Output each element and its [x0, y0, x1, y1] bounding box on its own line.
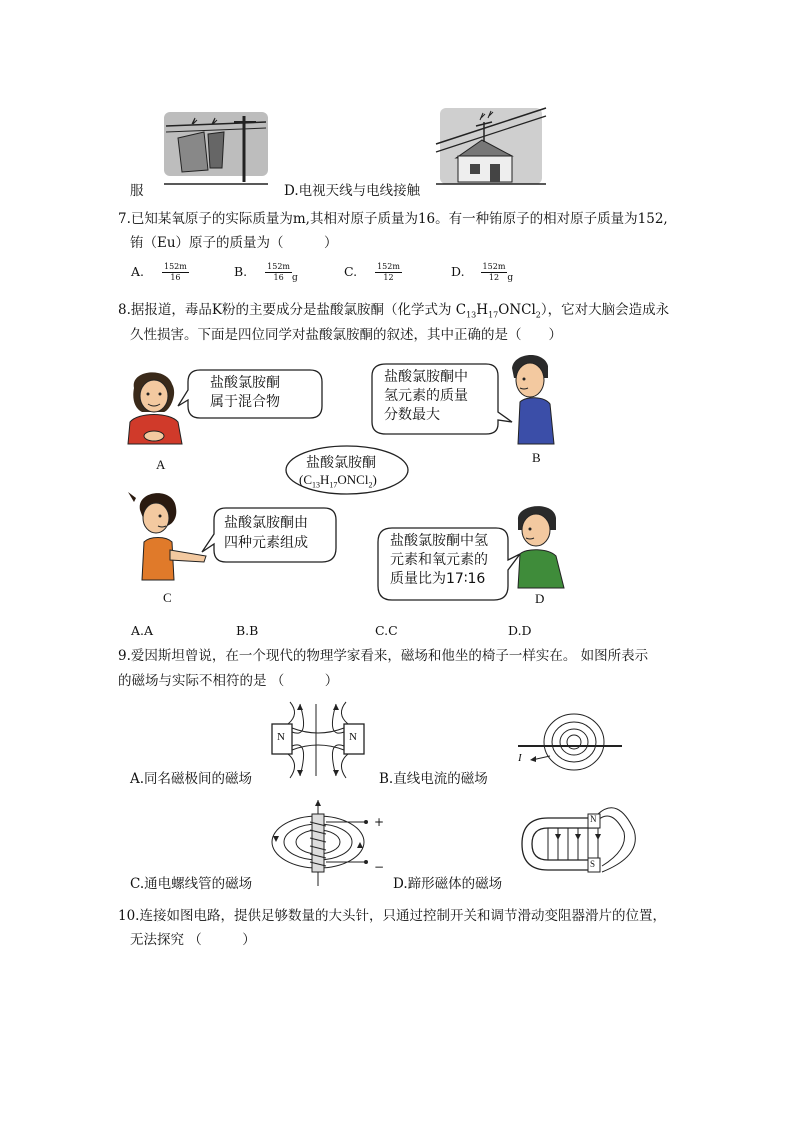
q7-stem-line2: 铕（Eu）原子的质量为（ ） [130, 235, 338, 251]
student-c-figure [126, 490, 210, 582]
q6-option-d: D.电视天线与电线接触 [284, 183, 421, 199]
subscript: 17 [329, 480, 338, 490]
horseshoe-magnet-field-figure [518, 800, 640, 890]
q9-option-d[interactable]: D.蹄形磁体的磁场 [393, 876, 503, 892]
q9-stem-line1: 9.爱因斯坦曾说，在一个现代的物理学家看来，磁场和他坐的椅子一样实在。 如图所表示 [118, 648, 649, 664]
bubble-d-text [390, 532, 488, 589]
denominator: 12 [383, 273, 394, 282]
bubble-line: 四种元素组成 [224, 535, 308, 551]
bubble-c-text [224, 513, 308, 553]
subscript: 2 [368, 480, 373, 490]
terminal-plus: + [374, 815, 385, 829]
unit: g [507, 273, 514, 283]
q7-stem-line1: 7.已知某氧原子的实际质量为m,其相对原子质量为16。有一种铕原子的相对原子质量为152, [118, 211, 668, 227]
q8-stem-text-a: 8.据报道，毒品K粉的主要成分是盐酸氯胺酮（化学式为 C [118, 302, 467, 318]
fraction [265, 262, 292, 283]
subscript: 13 [466, 310, 477, 320]
bubble-line: 盐酸氯胺酮中氢 [390, 533, 488, 549]
q7-option-c[interactable] [344, 262, 402, 283]
unit: g [292, 273, 298, 283]
q10-stem-line1: 10.连接如图电路，提供足够数量的大头针，只通过控制开关和调节滑动变阻器滑片的位置， [118, 908, 666, 924]
option-label: B. [234, 264, 248, 279]
q8-option-a[interactable]: A.A [131, 623, 154, 638]
figure-label-a: A [156, 457, 166, 472]
numerator: 152m [267, 262, 291, 271]
element-symbols: ONCl [498, 302, 536, 318]
q7-option-a[interactable] [131, 262, 189, 283]
q10-stem-line2: 无法探究 （ ） [130, 932, 256, 948]
pole-n-right: N [349, 731, 357, 743]
antenna-touching-wire-picture [436, 104, 546, 188]
option-label: D. [451, 264, 465, 279]
current-label: I [518, 752, 522, 764]
q8-option-d[interactable]: D.D [508, 623, 532, 638]
figure-label-d: D [535, 591, 545, 606]
q8-stem-line2: 久性损害。下面是四位同学对盐酸氯胺酮的叙述，其中正确的是（ ） [130, 327, 562, 343]
q8-option-b[interactable]: B.B [236, 623, 259, 638]
fraction [162, 262, 189, 283]
bubble-line: 属于混合物 [210, 394, 280, 410]
q9-stem-line2: 的磁场与实际不相符的是 （ ） [118, 673, 339, 689]
bubble-line: 盐酸氯胺酮由 [224, 515, 308, 531]
subscript: 2 [535, 310, 541, 320]
student-d-figure [508, 502, 568, 588]
subscript: 17 [488, 310, 499, 320]
figure-label-c: C [163, 590, 172, 605]
center-formula-title: 盐酸氯胺酮 [306, 455, 376, 471]
subscript: 13 [312, 480, 320, 490]
bubble-line: 分数最大 [384, 407, 440, 423]
straight-wire-field-figure [514, 712, 624, 784]
center-formula: $(C_{13}H_{17}ONCl_2)$ [299, 472, 377, 490]
solenoid-field-figure [270, 800, 390, 886]
q9-option-c[interactable]: C.通电螺线管的磁场 [130, 876, 253, 892]
element-symbol: H [476, 302, 489, 318]
bubble-line: 盐酸氯胺酮 [210, 375, 280, 391]
clothes-on-wire-picture [164, 112, 268, 188]
q6-tail-text: 服 [130, 183, 144, 199]
fraction [375, 262, 402, 283]
option-label: A. [131, 264, 145, 279]
bubble-a-text [210, 374, 280, 412]
fraction [481, 262, 508, 283]
option-label: C. [344, 264, 358, 279]
figure-label-b: B [532, 450, 541, 465]
denominator: 12 [488, 273, 500, 282]
denominator: 16 [170, 273, 181, 282]
bubble-line: 氢元素的质量 [384, 388, 468, 404]
bubble-line: 元素和氧元素的 [390, 552, 488, 568]
bubble-line: 质量比为17∶16 [390, 571, 486, 587]
numerator: 152m [377, 262, 400, 271]
pole-n-left: N [277, 731, 285, 743]
q9-option-a[interactable]: A.同名磁极间的磁场 [130, 771, 253, 787]
pole-n-label: N [590, 814, 597, 824]
denominator: 16 [273, 273, 284, 282]
terminal-minus: − [374, 860, 385, 874]
student-b-figure [504, 352, 560, 444]
bubble-b-text [384, 368, 468, 425]
numerator: 152m [482, 262, 506, 271]
q7-option-b[interactable] [234, 262, 298, 283]
bubble-line: 盐酸氯胺酮中 [384, 369, 468, 385]
q9-option-b[interactable]: B.直线电流的磁场 [379, 771, 488, 787]
pole-s-label: S [590, 859, 596, 869]
numerator: 152m [164, 262, 187, 271]
q7-option-d[interactable] [451, 262, 513, 283]
q8-stem-text-b: ），它对大脑会造成永 [540, 302, 670, 318]
q8-option-c[interactable]: C.C [375, 623, 398, 638]
